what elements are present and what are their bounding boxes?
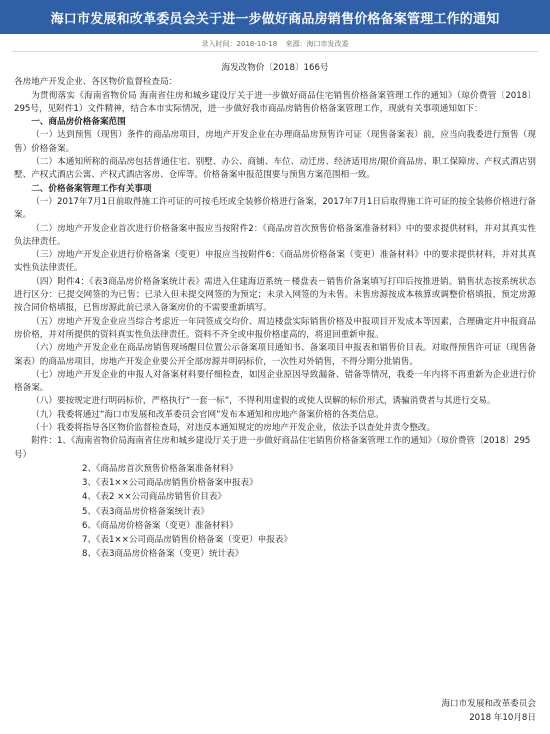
signature-date: 2018 年10月8日 xyxy=(469,712,536,723)
paragraph: （二）本通知所称的商品房包括普通住宅、别墅、办公、商铺、车位、动迁房、经济适用房/限价商品房、职工保障房、产权式酒店别墅、产权式酒店公寓、产权式酒店客房、仓库等。价格备案申报范围要与预售方案范围相一致。 xyxy=(14,157,536,181)
paragraph: （五）房地产开发企业应当综合考虑近一年同签成交均价、周边楼盘实际销售价格及申报项目开发成本等因素，合理确定并申报商品房价格，并对所提供的资料真实性负法律责任。资料不齐全或申报价格虚高的，将退回重新申报。 xyxy=(14,316,536,340)
paragraph: （十）我委将指导各区物价监督检查局，对违反本通知规定的房地产开发企业，依法予以查处并责令整改。 xyxy=(31,423,436,434)
paragraph: （八）要按规定进行明码标价，严格执行“一套一标”，不得利用虚假的或使人误解的标价形式，诱骗消费者与其进行交易。 xyxy=(31,396,496,407)
paragraph: （二）房地产开发企业首次进行价格备案申报应当按附件2：《商品房首次预售价格备案准备材料》中的要求提供材料，并对其真实性负法律责任。 xyxy=(14,223,536,247)
section-heading-1: 一、商品房价格备案范围 xyxy=(31,117,126,128)
paragraph: （三）房地产开发企业进行价格备案（变更）申报应当按附件6：《商品房价格备案（变更）准备材料》中的要求提供材料，并对其真实性负法律责任。 xyxy=(14,250,536,274)
section-heading-2: 二、价格备案管理工作有关事项 xyxy=(31,183,152,194)
attachment-item: 附件：1、《海南省物价局海南省住房和城乡建设厅关于进一步做好商品住宅销售价格备案管理工作的通知》（琼价费管〔2018〕295号） xyxy=(14,436,531,460)
document-number: 海发改物价〔2018〕166号 xyxy=(221,63,329,73)
attachment-item: 2、《商品房首次预售价格备案准备材料》 xyxy=(82,463,238,474)
attachment-item: 7、《表1××公司商品房销售价格备案（变更）申报表》 xyxy=(82,534,293,545)
signature-block xyxy=(441,698,536,725)
signature-org: 海口市发展和改革委员会 xyxy=(441,699,536,709)
publish-date: 录入时间：2018-10-18 xyxy=(201,40,278,48)
meta-info xyxy=(0,39,550,49)
attachment-item: 4、《表2 ××公司商品房销售价目表》 xyxy=(82,492,227,503)
paragraph: （一）2017年7月1日前取得施工许可证的可按毛坯或全装修价格进行备案，2017年7月1日后取得施工许可证的按全装修价格进行备案。 xyxy=(14,196,536,221)
addressee: 各房地产开发企业、各区物价监督检查局： xyxy=(14,77,178,88)
header-divider xyxy=(12,51,538,52)
document-body xyxy=(14,62,536,561)
source: 来源：海口市发改委 xyxy=(285,40,349,48)
attachment-item: 6、《商品房价格备案（变更）准备材料》 xyxy=(82,520,238,531)
paragraph: （一）达到预售（现售）条件的商品房项目，房地产开发企业在办理商品房预售许可证（现售备案表）前，应当向我委进行预售（现售）价格备案。 xyxy=(14,130,536,154)
paragraph-intro: 为贯彻落实《海南省物价局 海南省住房和城乡建设厅关于进一步做好商品住宅销售价格备案管理工作的通知》（琼价费管〔2018〕295号，见附件1）文件精神，结合本市实际情况，进一步做好我市商品房销售价格备案管理工作，现就有关事项通知如下： xyxy=(14,90,536,114)
paragraph: （七）房地产开发企业的申报人对备案材料要仔细检查，如因企业原因导致漏备、错备等情况，我委一年内将不再重新为企业进行价格备案。 xyxy=(14,369,536,394)
attachment-item: 3、《表1××公司商品房销售价格备案申报表》 xyxy=(82,478,258,489)
notice-title: 海口市发展和改革委员会关于进一步做好商品房销售价格备案管理工作的通知 xyxy=(0,0,550,34)
attachment-item: 5、《表3商品房价格备案统计表》 xyxy=(82,506,209,517)
paragraph: （四）附件4：《表3商品房价格备案统计表》需进入住建海迈系统－楼盘表－销售价备案填写打印后按推进销。销售状态按系统状态进行区分：已提交网签的为已售；已录入但未提交网签的为预定；未录入网签的为未售。未售房源按成本核算或调整价格填报，预定房源按合同价格填报，已售房源此前已录入备案房价的不需要重新填写。 xyxy=(14,276,536,314)
paragraph: （六）房地产开发企业在商品房销售现场醒目位置公示备案项目通知书、备案项目申报表和销售价目表。对取得预售许可证（现售备案表）的商品房项目，房地产开发企业要公开全部房源并明码标价，一次性对外销售，不得分期分批销售。 xyxy=(14,343,536,367)
attachment-item: 8、《表3商品房价格备案（变更）统计表》 xyxy=(82,549,244,560)
paragraph: （九）我委将通过“海口市发展和改革委员会官网”发布本通知和房地产备案价格的各类信息。 xyxy=(31,409,384,420)
